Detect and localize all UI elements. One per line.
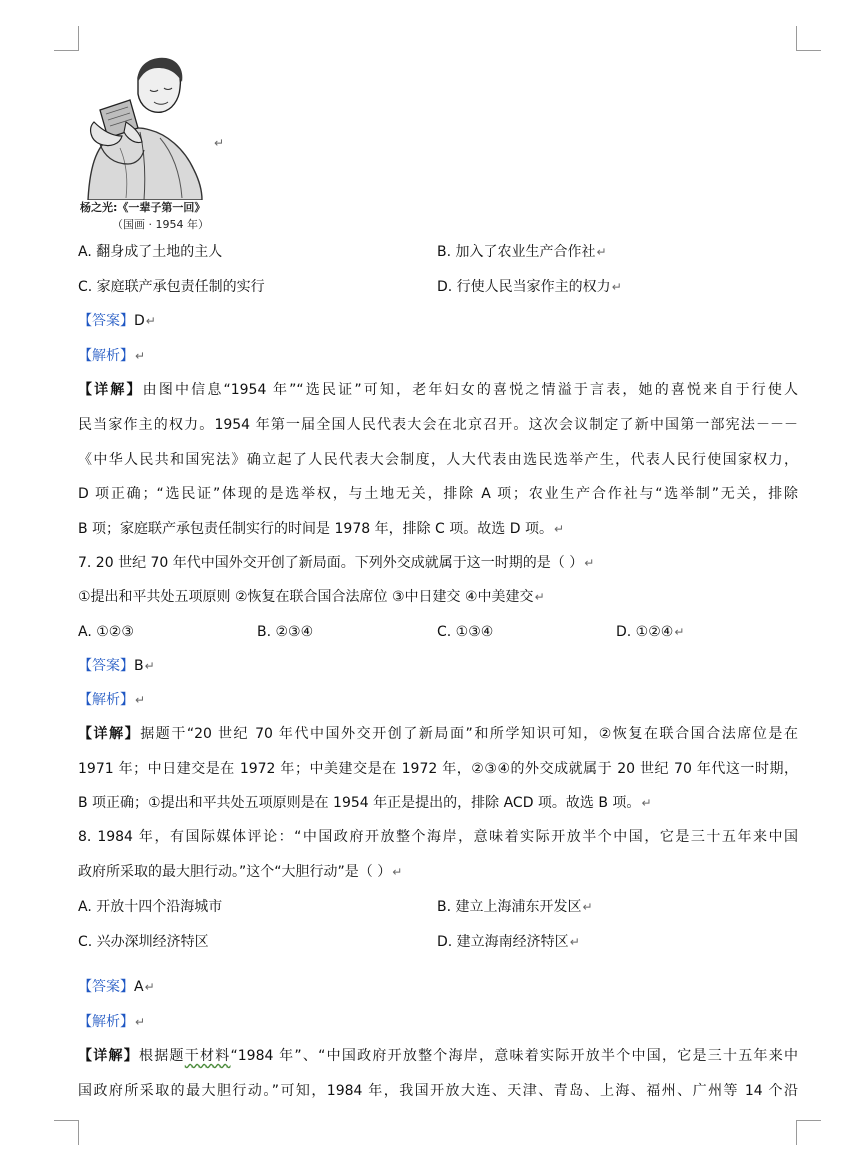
q8-detail-line-1: 【详解】根据题干材料“1984 年”、“中国政府开放整个海岸，意味着实际开放半个中国，它是三十五年来中 — [78, 1048, 799, 1064]
paragraph-mark: ↵ — [214, 136, 225, 150]
q8-option-b: B. 建立上海浦东开发区↵ — [437, 899, 593, 915]
painting-illustration — [80, 52, 215, 200]
figure-caption-subtitle: （国画 · 1954 年） — [112, 218, 209, 231]
q8-stem-line-1: 8. 1984 年，有国际媒体评论：“中国政府开放整个海岸，意味着实际开放半个中国，它是三十五年来中国 — [78, 829, 798, 845]
q7-option-a: A. ①②③ — [78, 624, 134, 640]
q8-answer: 【答案】A↵ — [78, 979, 155, 995]
q7-detail-line-3: B 项正确；①提出和平共处五项原则是在 1954 年正是提出的，排除 ACD 项。故选 B 项。↵ — [78, 795, 652, 811]
q6-detail-line-2: 民当家作主的权力。1954 年第一届全国人民代表大会在北京召开。这次会议制定了新中国第一部宪法－－－ — [78, 417, 798, 433]
q6-detail-line-5: B 项；家庭联产承包责任制实行的时间是 1978 年，排除 C 项。故选 D 项。↵ — [78, 521, 565, 537]
q6-option-a: A. 翻身成了土地的主人 — [78, 244, 223, 260]
q7-analysis-heading: 【解析】↵ — [78, 692, 146, 708]
crop-mark-top-right — [796, 26, 821, 51]
q7-items: ①提出和平共处五项原则 ②恢复在联合国合法席位 ③中日建交 ④中美建交↵ — [78, 589, 545, 605]
q8-option-c: C. 兴办深圳经济特区 — [78, 934, 209, 950]
q8-option-d: D. 建立海南经济特区↵ — [437, 934, 580, 950]
q6-answer: 【答案】D↵ — [78, 313, 156, 329]
crop-mark-bottom-left — [54, 1120, 79, 1145]
q8-analysis-heading: 【解析】↵ — [78, 1014, 146, 1030]
crop-mark-bottom-right — [796, 1120, 821, 1145]
q7-option-c: C. ①③④ — [437, 624, 494, 640]
q6-option-b: B. 加入了农业生产合作社↵ — [437, 244, 607, 260]
q6-analysis-heading: 【解析】↵ — [78, 348, 146, 364]
figure-caption-title: 杨之光:《一辈子第一回》 — [80, 201, 206, 214]
q6-detail-line-4: D 项正确；“选民证”体现的是选举权，与土地无关，排除 A 项；农业生产合作社与“选举制”无关，排除 — [78, 486, 798, 502]
q7-detail-line-2: 1971 年；中日建交是在 1972 年；中美建交是在 1972 年，②③④的外交成就属于 20 世纪 70 年代这一时期， — [78, 761, 798, 777]
question-figure — [80, 52, 225, 231]
crop-mark-top-left — [54, 26, 79, 51]
q8-option-a: A. 开放十四个沿海城市 — [78, 899, 223, 915]
q7-stem: 7. 20 世纪 70 年代中国外交开创了新局面。下列外交成就属于这一时期的是（ ）↵ — [78, 555, 595, 571]
q7-answer: 【答案】B↵ — [78, 658, 155, 674]
q7-detail-line-1: 【详解】据题干“20 世纪 70 年代中国外交开创了新局面”和所学知识可知，②恢复在联合国合法席位是在 — [78, 726, 798, 742]
q6-detail-line-3: 《中华人民共和国宪法》确立起了人民代表大会制度，人大代表由选民选举产生，代表人民行使国家权力， — [78, 452, 798, 468]
q8-detail-line-2: 国政府所采取的最大胆行动。”可知，1984 年，我国开放大连、天津、青岛、上海、福州、广州等 14 个沿 — [78, 1083, 798, 1099]
q7-option-d: D. ①②④↵ — [616, 624, 685, 640]
q6-option-d: D. 行使人民当家作主的权力↵ — [437, 279, 622, 295]
q6-detail-line-1: 【详解】由图中信息“1954 年”“选民证”可知，老年妇女的喜悦之情溢于言表，她的喜悦来自于行使人 — [78, 382, 799, 398]
q7-option-b: B. ②③④ — [257, 624, 314, 640]
q6-option-c: C. 家庭联产承包责任制的实行 — [78, 279, 265, 295]
q8-stem-line-2: 政府所采取的最大胆行动。”这个“大胆行动”是（ ）↵ — [78, 864, 403, 880]
